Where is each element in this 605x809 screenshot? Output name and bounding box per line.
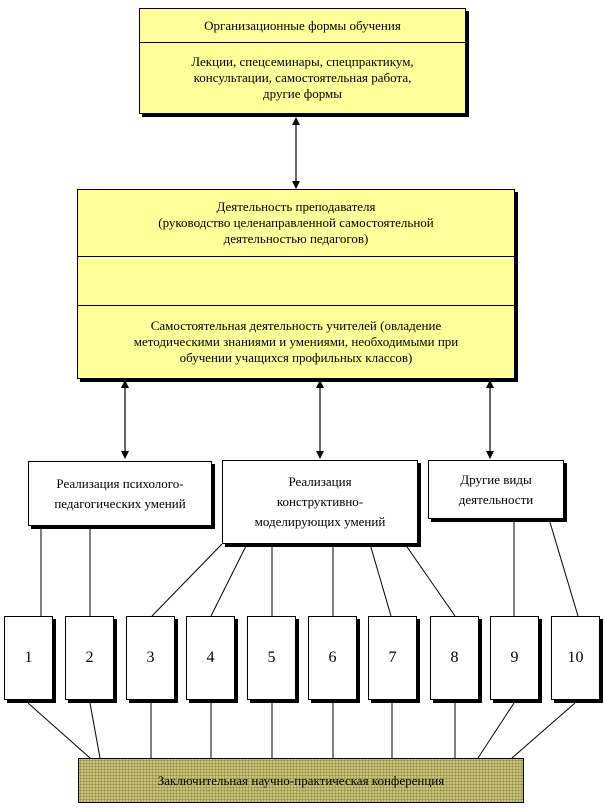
link-constr-7 bbox=[370, 544, 391, 616]
self-activity-line-1: Самостоятельная деятельность учителей (овладение bbox=[150, 318, 442, 333]
forms-detail-cell bbox=[140, 43, 465, 113]
number-label-7: 7 bbox=[388, 649, 397, 666]
number-box-8 bbox=[430, 616, 479, 700]
other-activities-text bbox=[429, 461, 563, 518]
self-activity-line-2: методическими знаниями и умениями, необходимыми при bbox=[133, 334, 459, 349]
other-line-2: деятельности bbox=[458, 491, 534, 507]
number-label-2: 2 bbox=[85, 649, 94, 666]
number-box-7 bbox=[368, 616, 417, 700]
conf-link-2 bbox=[90, 703, 100, 758]
link-other-10 bbox=[549, 519, 578, 616]
number-label-4: 4 bbox=[206, 649, 215, 666]
forms-title-cell bbox=[140, 9, 465, 42]
teacher-activity-cell bbox=[78, 190, 514, 256]
number-box-10 bbox=[551, 616, 600, 700]
teacher-activity-line-1: Деятельность преподавателя bbox=[216, 199, 376, 214]
conf-link-10 bbox=[512, 703, 575, 758]
forms-detail-line-2: консультации, самостоятельная работа, bbox=[193, 70, 412, 85]
conf-link-1 bbox=[28, 703, 90, 758]
number-label-8: 8 bbox=[450, 649, 459, 666]
teacher-activity-line-2: (руководство целенаправленной самостоятельной bbox=[158, 215, 434, 230]
constr-line-3: моделирующих умений bbox=[254, 514, 386, 529]
constructive-modeling-box bbox=[222, 460, 418, 544]
number-label-1: 1 bbox=[24, 649, 33, 666]
teacher-activity-line-3: деятельностью педагогов) bbox=[223, 231, 369, 246]
constructive-modeling-text bbox=[223, 461, 417, 543]
forms-box bbox=[139, 8, 466, 114]
number-box-6 bbox=[308, 616, 357, 700]
psych-pedagogical-box bbox=[28, 461, 212, 526]
self-activity-line-3: обучении учащихся профильных классов) bbox=[179, 350, 413, 365]
other-line-1: Другие виды bbox=[460, 471, 532, 487]
number-box-4 bbox=[186, 616, 235, 700]
number-box-5 bbox=[247, 616, 296, 700]
conf-link-9 bbox=[478, 703, 514, 758]
forms-detail-line-3: другие формы bbox=[263, 86, 342, 101]
other-activities-box bbox=[428, 460, 564, 519]
psych-line-1: Реализация психолого- bbox=[56, 475, 184, 491]
number-label-3: 3 bbox=[146, 649, 155, 666]
activity-box bbox=[77, 189, 515, 379]
forms-detail-line-1: Лекции, спецсеминары, спецпрактикум, bbox=[191, 54, 414, 69]
number-box-9 bbox=[490, 616, 539, 700]
number-box-3 bbox=[126, 616, 175, 700]
number-label-6: 6 bbox=[328, 649, 337, 666]
constr-line-2: конструктивно- bbox=[276, 494, 364, 509]
activity-divider-top bbox=[78, 256, 514, 257]
number-label-9: 9 bbox=[510, 649, 519, 666]
psych-pedagogical-text bbox=[29, 462, 211, 525]
number-box-2 bbox=[65, 616, 114, 700]
link-constr-8 bbox=[405, 544, 455, 616]
final-conference-box bbox=[78, 758, 524, 803]
number-label-10: 10 bbox=[567, 649, 584, 666]
link-constr-4 bbox=[211, 544, 247, 616]
forms-title: Организационные формы обучения bbox=[204, 17, 401, 33]
links-to-conference bbox=[28, 703, 575, 758]
psych-line-2: педагогических умений bbox=[54, 495, 186, 511]
number-label-5: 5 bbox=[267, 649, 276, 666]
final-conference-label: Заключительная научно-практическая конференция bbox=[157, 772, 445, 788]
constr-line-1: Реализация bbox=[288, 474, 352, 489]
self-activity-cell bbox=[78, 306, 514, 378]
number-box-1 bbox=[4, 616, 53, 700]
link-constr-3 bbox=[152, 544, 222, 616]
